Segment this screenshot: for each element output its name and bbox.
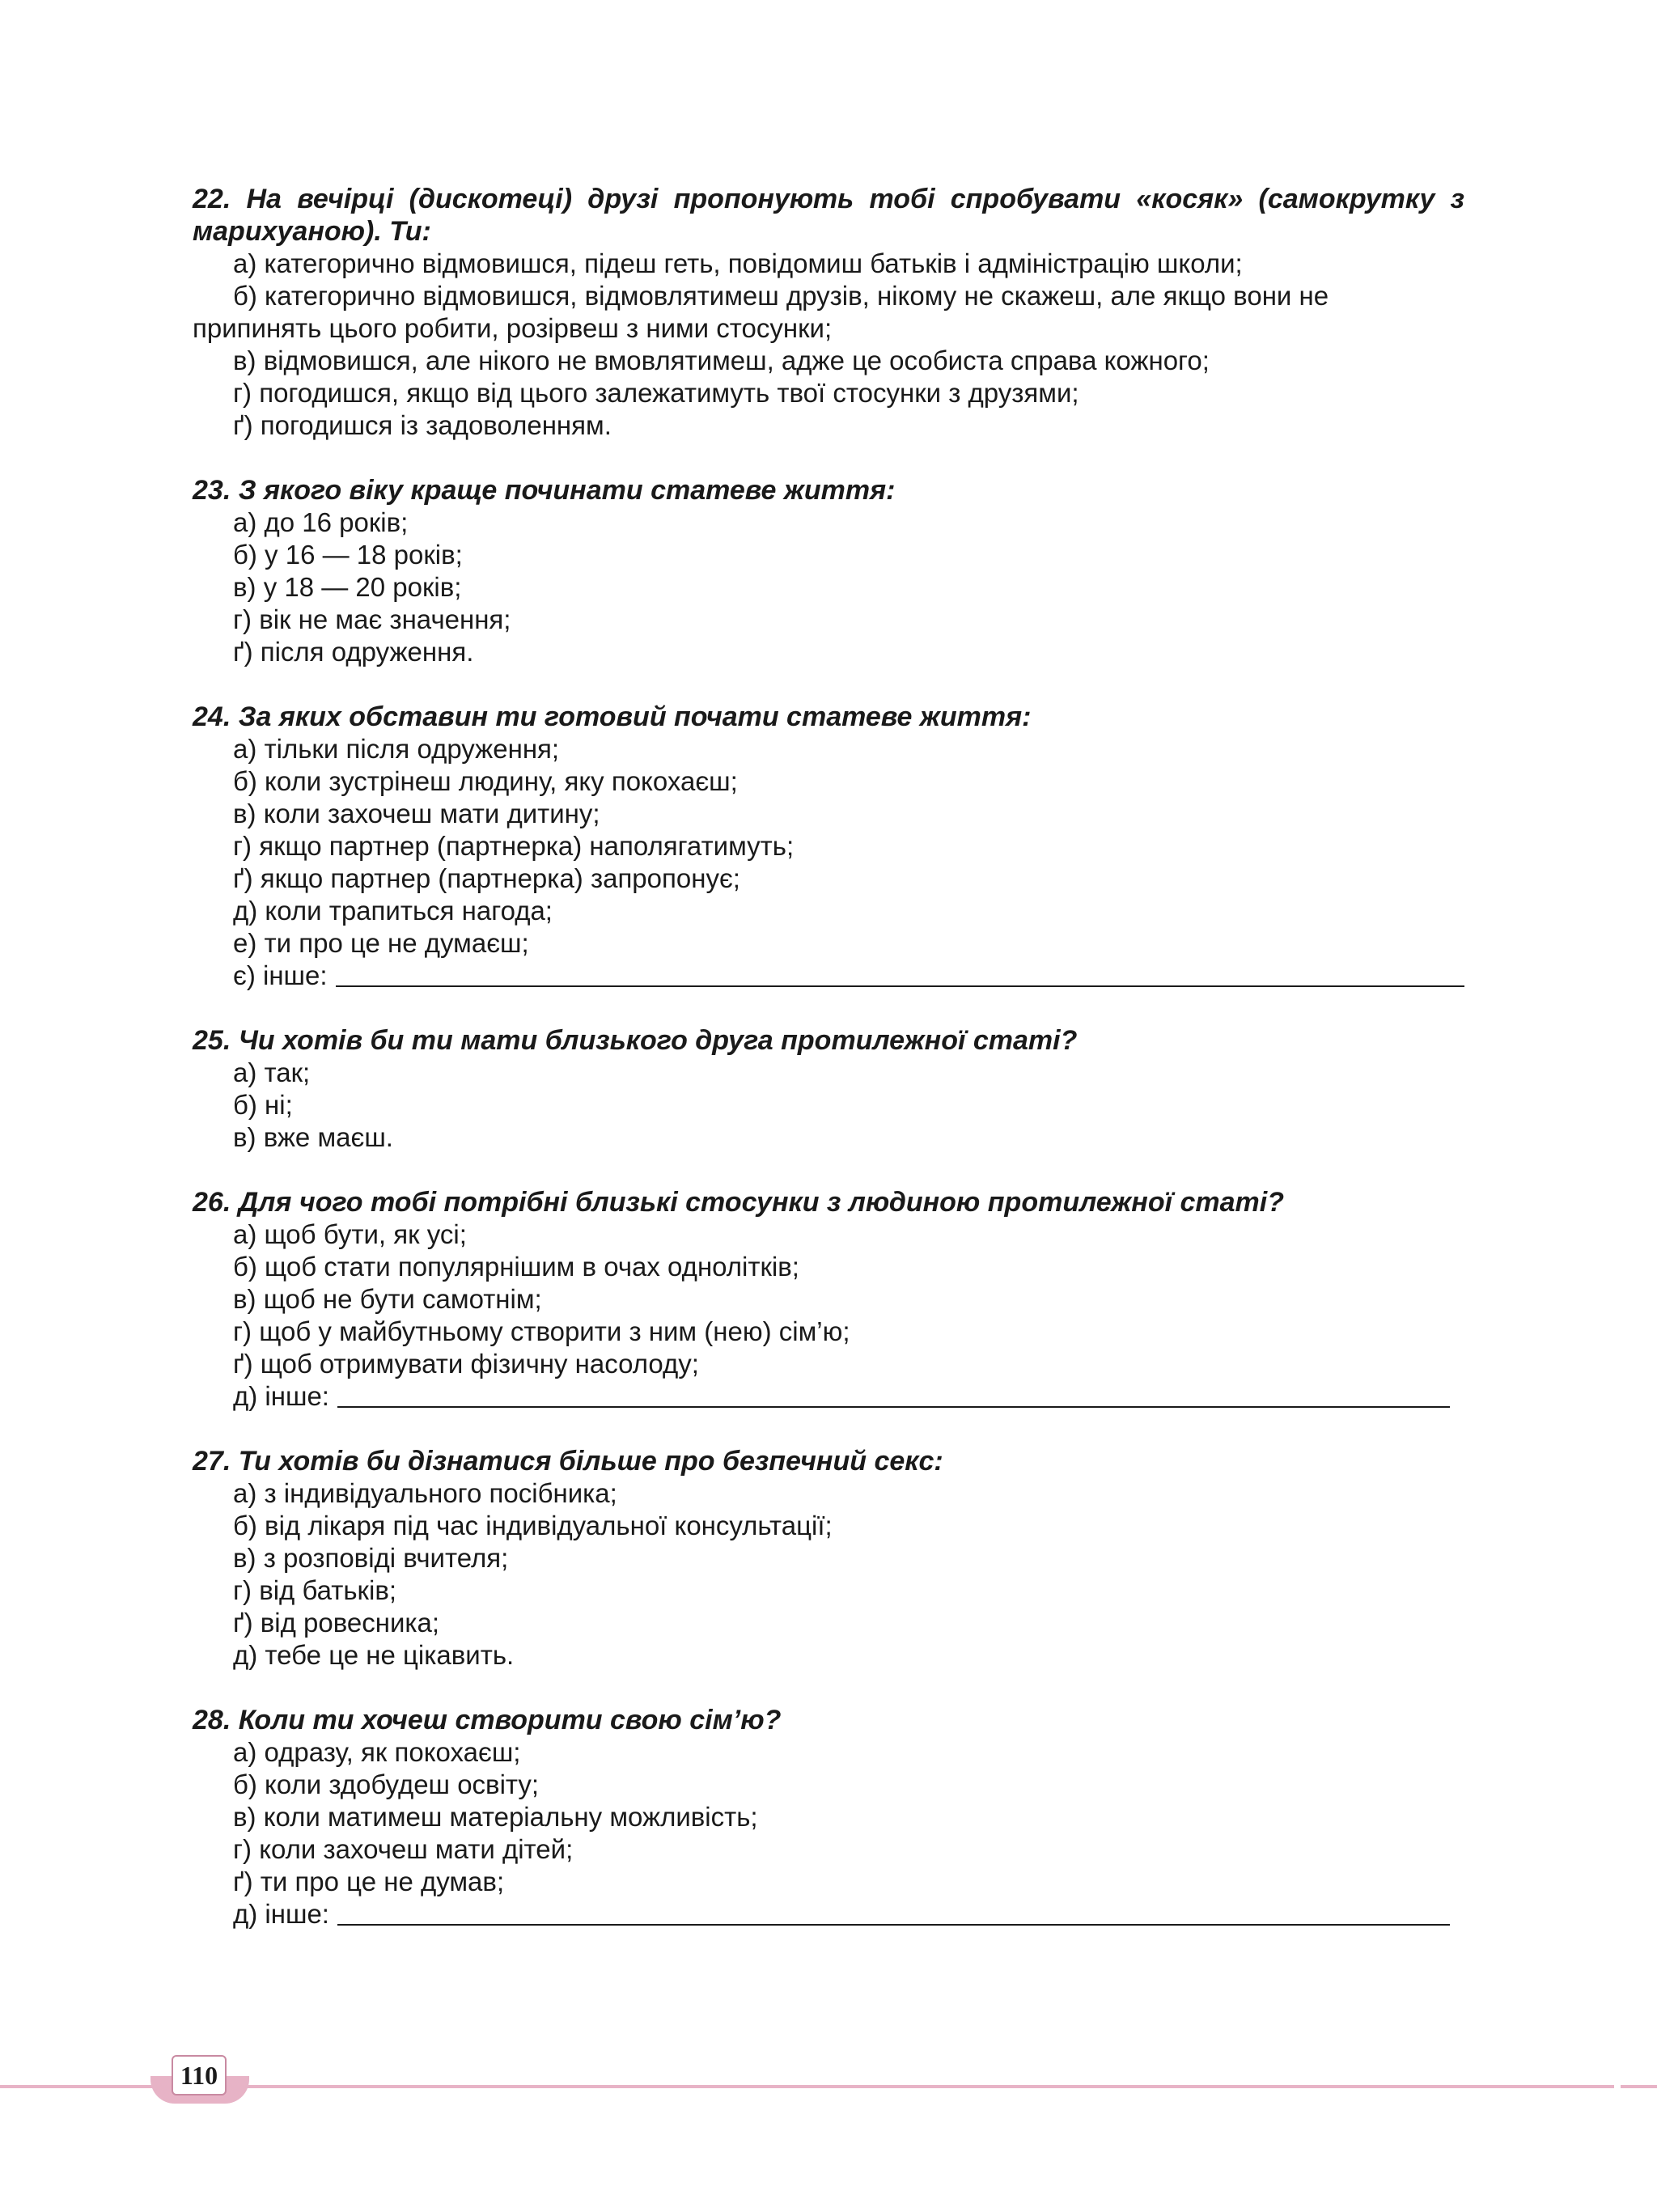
option-item: ґ) погодишся із задоволенням. [233,410,612,440]
options-list [193,1477,1464,1672]
question-25 [193,1024,1464,1154]
question-title: 22. На вечірці (дискотеці) друзі пропонують тобі спробувати «косяк» (самокрутку з марихуаною). Ти: [193,184,1464,247]
option-item: а) до 16 років; [233,507,409,537]
question-title: 28. Коли ти хочеш створити свою сім’ю? [193,1705,782,1735]
option-other-label: д) інше: [233,1381,329,1411]
option-item: б) щоб стати популярнішим в очах однолітків; [233,1252,799,1282]
option-item: г) погодишся, якщо від цього залежатимуть твої стосунки з друзями; [233,378,1079,408]
options-list [193,248,1464,442]
option-item: г) якщо партнер (партнерка) наполягатимуть; [233,831,795,861]
question-title: 27. Ти хотів би дізнатися більше про безпечний секс: [193,1446,943,1477]
option-item: б) у 16 — 18 років; [233,540,463,570]
option-item: в) відмовишся, але нікого не вмовлятимеш, адже це особиста справа кожного; [233,345,1210,375]
option-item: д) тебе це не цікавить. [233,1640,515,1670]
options-list [193,1057,1464,1154]
option-item: б) ні; [233,1090,293,1120]
option-item: в) коли захочеш мати дитину; [233,799,600,828]
option-item: ґ) якщо партнер (партнерка) запропонує; [233,863,740,893]
questionnaire-page [193,183,1464,1963]
question-title: 23. З якого віку краще починати статеве життя: [193,475,896,506]
option-other [193,1898,1464,1930]
option-item: г) від батьків; [233,1575,397,1605]
options-list [193,1736,1464,1930]
option-other-label: д) інше: [233,1899,329,1929]
options-list [193,506,1464,668]
option-item: г) щоб у майбутньому створити з ним (нею) сім’ю; [233,1316,850,1346]
option-item: ґ) щоб отримувати фізичну насолоду; [233,1349,699,1379]
option-item: ґ) після одруження. [233,637,474,667]
option-item: ґ) від ровесника; [233,1608,440,1638]
option-item: а) категорично відмовишся, підеш геть, повідомиш батьків і адміністрацію школи; [233,248,1243,278]
option-item: а) з індивідуального посібника; [233,1478,617,1508]
option-item: а) щоб бути, як усі; [233,1219,467,1249]
question-title: 24. За яких обставин ти готовий почати статеве життя: [193,701,1032,732]
option-other [193,1380,1464,1413]
option-item: г) коли захочеш мати дітей; [233,1834,574,1864]
option-item: в) з розповіді вчителя; [233,1543,509,1573]
option-item: а) одразу, як покохаєш; [233,1737,521,1767]
option-item: б) коли зустрінеш людину, яку покохаєш; [233,766,738,796]
footer-divider-end [1621,2085,1657,2088]
answer-blank-line[interactable] [337,1922,1450,1926]
option-item: е) ти про це не думаєш; [233,928,529,958]
answer-blank-line[interactable] [337,1405,1450,1408]
answer-blank-line[interactable] [336,984,1464,987]
option-item: в) щоб не бути самотнім; [233,1284,542,1314]
question-28 [193,1704,1464,1930]
option-item: д) коли трапиться нагода; [233,896,553,926]
question-23 [193,474,1464,668]
option-item: в) у 18 — 20 років; [233,572,462,602]
option-item: в) коли матимеш матеріальну можливість; [233,1802,758,1832]
option-item: ґ) ти про це не думав; [233,1867,505,1896]
question-27 [193,1445,1464,1672]
options-list [193,1218,1464,1413]
question-title: 25. Чи хотів би ти мати близького друга протилежної статі? [193,1025,1078,1056]
options-list [193,733,1464,992]
option-item: г) вік не має значення; [233,604,511,634]
option-item: б) коли здобудеш освіту; [233,1769,540,1799]
question-24 [193,701,1464,992]
question-title: 26. Для чого тобі потрібні близькі стосунки з людиною протилежної статі? [193,1187,1284,1218]
page-number: 110 [172,2055,227,2095]
option-item: б) від лікаря під час індивідуальної консультації; [233,1511,833,1540]
option-other [193,960,1464,992]
option-item: б) категорично відмовишся, відмовлятимеш друзів, нікому не скажеш, але якщо вони не припинять цього робити, розірвеш з ними стосунки; [193,281,1329,343]
option-other-label: є) інше: [233,960,328,990]
option-item: в) вже маєш. [233,1122,393,1152]
page-footer [0,2055,1657,2120]
question-22 [193,183,1464,442]
question-26 [193,1186,1464,1413]
option-item: а) так; [233,1057,311,1087]
option-item: а) тільки після одруження; [233,734,560,764]
